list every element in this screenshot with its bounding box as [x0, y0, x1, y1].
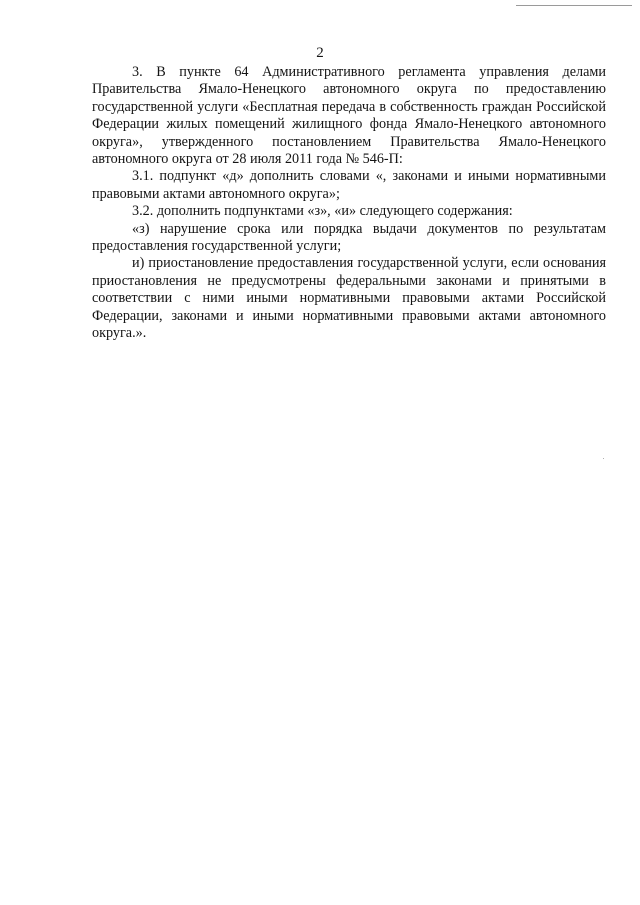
paragraph-item-3: 3. В пункте 64 Административного регламента управления делами Правительства Ямало-Ненецкого автономного округа по предоставлению государственной услуги «Бесплатная передача в собственность граждан Российской Федерации жилых помещений жилищного фонда Ямало-Ненецкого автономного округа», утвержденного постановлением Правительства Ямало-Ненецкого автономного округа от 28 июля 2011 года № 546-П: — [92, 64, 606, 168]
page-number: 2 — [316, 45, 324, 61]
paragraph-subitem-3-1: 3.1. подпункт «д» дополнить словами «, законами и иными нормативными правовыми актами автономного округа»; — [92, 168, 606, 202]
scan-speck — [603, 458, 604, 459]
document-body — [92, 64, 606, 343]
top-edge-rule — [516, 5, 632, 6]
paragraph-subitem-3-2: 3.2. дополнить подпунктами «з», «и» следующего содержания: — [132, 203, 513, 220]
paragraph-subitem-z: «з) нарушение срока или порядка выдачи документов по результатам предоставления государственной услуги; — [92, 220, 606, 255]
paragraph-subitem-i: и) приостановление предоставления государственной услуги, если основания приостановления не предусмотрены федеральными законами и принятыми в соответствии с ними иными нормативными правовыми актами Российской Федерации, законами и иными нормативными правовыми актами автономного округа.». — [92, 255, 606, 342]
